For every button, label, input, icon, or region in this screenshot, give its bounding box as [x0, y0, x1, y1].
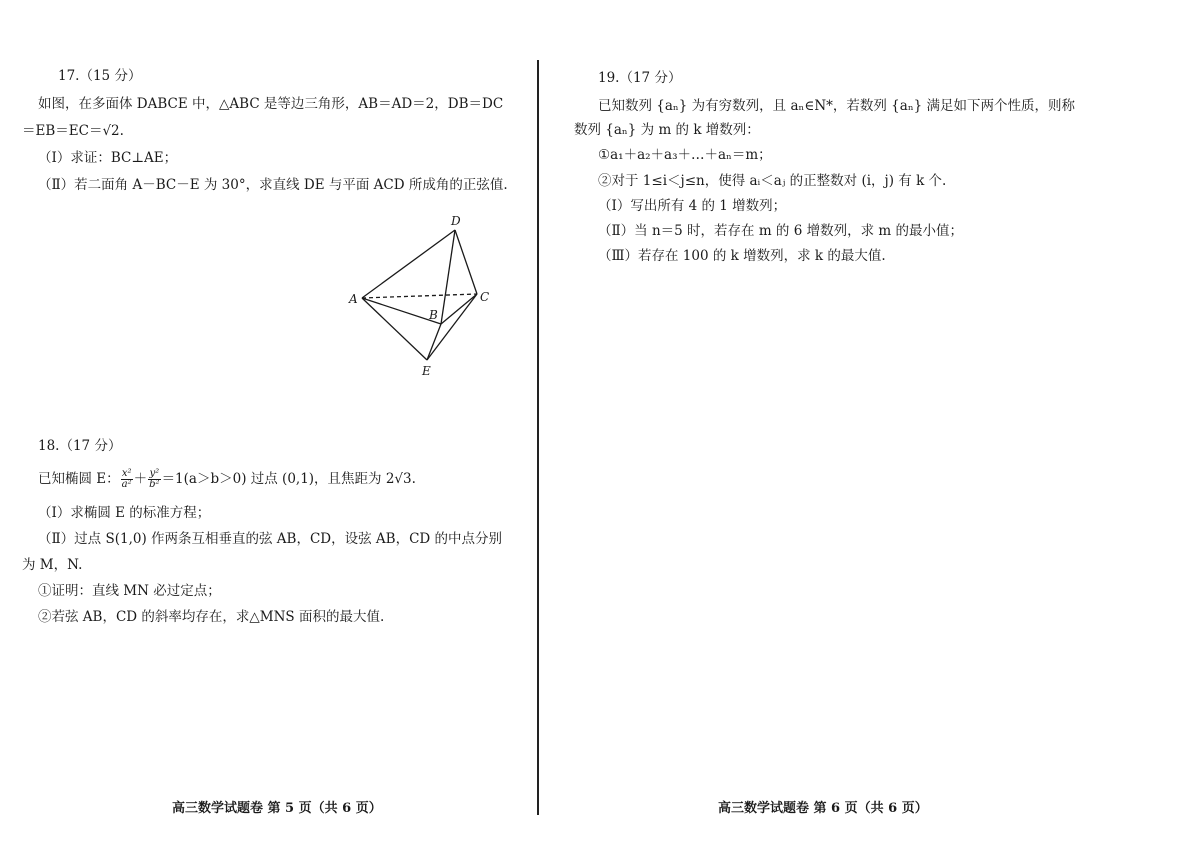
q17-intro-line2: ＝EB＝EC＝√2.	[22, 123, 124, 139]
label-E: E	[422, 364, 431, 378]
edge-DB	[441, 230, 455, 324]
edge-AC-hidden	[362, 294, 477, 298]
q17-intro-line1: 如图，在多面体 DABCE 中，△ABC 是等边三角形，AB＝AD＝2，DB＝DC	[38, 96, 504, 112]
q19-intro-line2: 数列 {aₙ} 为 m 的 k 增数列：	[574, 122, 760, 138]
edge-DC	[455, 230, 477, 294]
footer-page5: 高三数学试题卷 第 5 页（共 6 页）	[172, 801, 382, 816]
edge-AE	[362, 298, 427, 360]
q19-part1: （Ⅰ）写出所有 4 的 1 增数列；	[598, 198, 787, 214]
footer-page6: 高三数学试题卷 第 6 页（共 6 页）	[718, 801, 928, 816]
label-C: C	[480, 290, 490, 304]
q18-header: 18.（17 分）	[38, 438, 122, 454]
q18-part1: （Ⅰ）求椭圆 E 的标准方程；	[38, 505, 211, 521]
q17-part2: （Ⅱ）若二面角 A－BC－E 为 30°，求直线 DE 与平面 ACD 所成角的正弦值.	[38, 177, 508, 193]
q18-intro-pre: 已知椭圆 E：	[38, 471, 120, 487]
q18-part2-line2: 为 M，N.	[22, 557, 83, 573]
q19-intro-line1: 已知数列 {aₙ} 为有穷数列，且 aₙ∈N*，若数列 {aₙ} 满足如下两个性质，则称	[598, 98, 1076, 114]
q18-part2-line1: （Ⅱ）过点 S(1,0) 作两条互相垂直的弦 AB，CD，设弦 AB，CD 的中点分别	[38, 531, 503, 547]
edge-BE	[427, 324, 441, 360]
q17-header: 17.（15 分）	[58, 68, 142, 84]
edge-AD	[362, 230, 455, 298]
q19-part2: （Ⅱ）当 n＝5 时，若存在 m 的 6 增数列，求 m 的最小值；	[598, 223, 963, 239]
fraction-x2-a2: $\frac{\text{x²}}{\text{a²}}$	[121, 468, 132, 490]
label-A: A	[349, 292, 358, 306]
page-divider	[537, 60, 539, 815]
q18-sub1: ①证明：直线 MN 必过定点；	[38, 583, 221, 599]
q19-prop1: ①a₁＋a₂＋a₃＋…＋aₙ＝m；	[598, 147, 772, 163]
label-D: D	[451, 214, 461, 228]
q18-sub2: ②若弦 AB，CD 的斜率均存在，求△MNS 面积的最大值.	[38, 609, 385, 625]
label-B: B	[429, 308, 438, 322]
fraction-y2-b2: $\frac{\text{y²}}{\text{b²}}$	[149, 468, 160, 490]
q19-prop2: ②对于 1≤i＜j≤n，使得 aᵢ＜aⱼ 的正整数对 (i，j) 有 k 个.	[598, 173, 947, 189]
q17-part1: （Ⅰ）求证：BC⊥AE；	[38, 150, 178, 166]
q19-header: 19.（17 分）	[598, 70, 682, 86]
q17-polyhedron-figure	[340, 205, 510, 385]
edge-BC	[441, 294, 477, 324]
q18-intro-post: ＝1(a＞b＞0) 过点 (0,1)，且焦距为 2√3.	[161, 471, 416, 487]
q18-intro: 已知椭圆 E： $\frac{\text{x²}}{\text{a²}}$ ＋ $\frac{\text{y²}}{\text{b²}}$ ＝1(a＞b＞0) 过点 (0,1)，且焦距为 2√3.	[38, 468, 416, 490]
edge-CE	[427, 294, 477, 360]
q19-part3: （Ⅲ）若存在 100 的 k 增数列，求 k 的最大值.	[598, 248, 886, 264]
